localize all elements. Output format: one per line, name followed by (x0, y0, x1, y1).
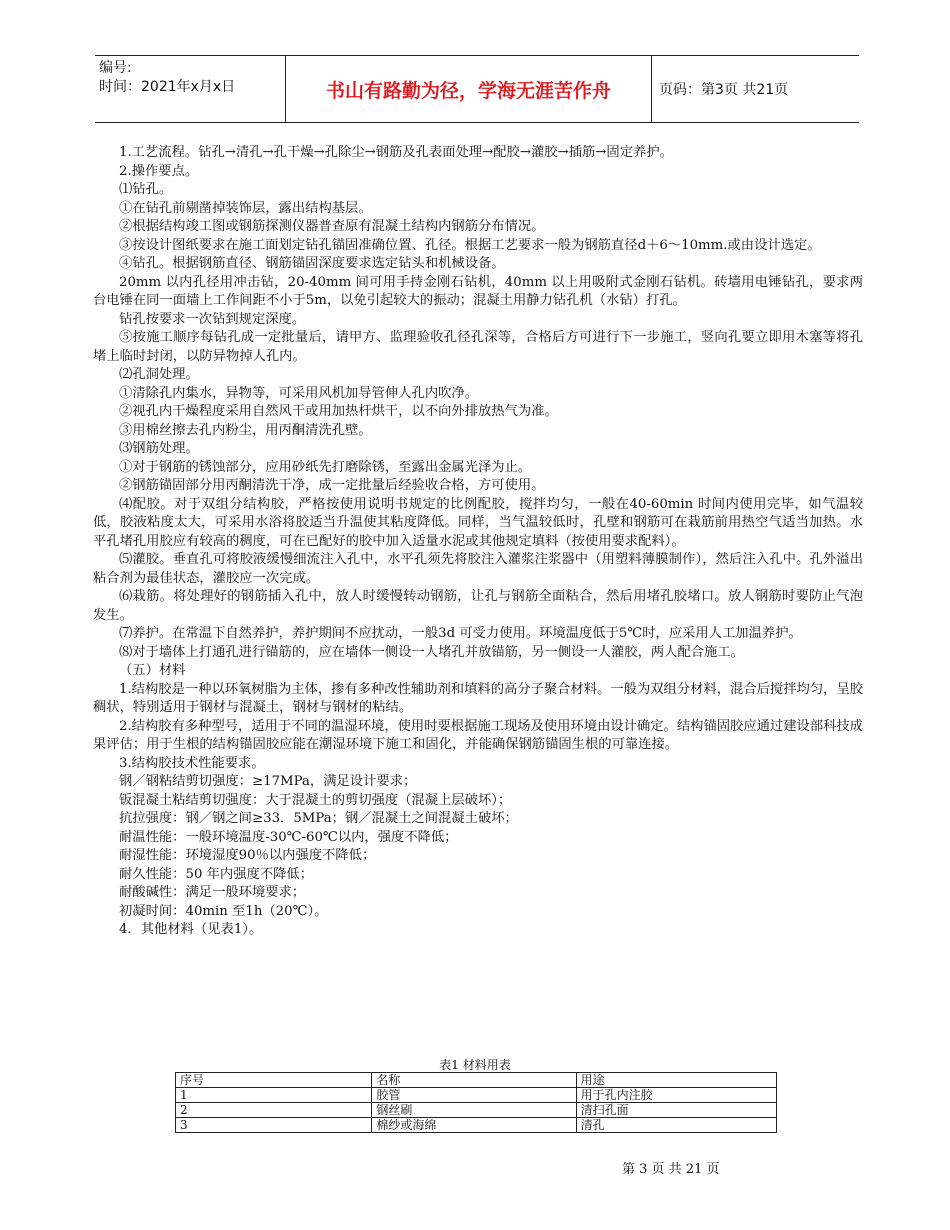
paragraph: ⑴钻孔。 (119, 182, 173, 197)
paragraph: ⑸灌胶。垂直孔可将胶液缓慢细流注入孔中，水平孔须先将胶注入灌浆注浆器中（用塑料薄膜制作），然后注入孔中。孔外溢出粘合剂为最佳状态，灌胶应一次完成。 (93, 552, 863, 586)
paragraph: 钻孔按要求一次钻到规定深度。 (119, 311, 306, 327)
paragraph: 4．其他材料（见表1）。 (119, 922, 263, 937)
table-cell: 清扫孔面 (576, 1103, 776, 1118)
spec-item: 钢／钢粘结剪切强度：≥17MPa，满足设计要求； (119, 774, 417, 789)
paragraph: ⑺养护。在常温下自然养护，养护期间不应扰动，一般3d 可受力使用。环境温度低于5℃时，应采用人工加温养护。 (119, 626, 802, 641)
paragraph: 20mm 以内孔径用冲击钻，20-40mm 间可用手持金刚石钻机，40mm 以上用吸附式金刚石钻机。砖墙用电锤钻孔，要求两台电锤在同一面墙上工作间距不小于5m，以免引起较大的振动；混凝土用静力钻孔机（水钻）打孔。 (93, 274, 863, 308)
page-header (95, 55, 859, 123)
paragraph: 2.结构胶有多种型号，适用于不同的温湿环境，使用时要根据施工现场及使用环境由设计确定。结构锚固胶应通过建设部科技成果评估；用于生根的结构锚固胶应能在潮湿环境下施工和固化，并能确保钢筋锚固生根的可靠连接。 (93, 718, 864, 752)
paragraph: ⑤按施工顺序每钻孔成一定批量后，请甲方、监理验收孔径孔深等，合格后方可进行下一步施工，竖向孔要立即用木塞等将孔堵上临时封闭，以防异物掉人孔内。 (93, 330, 863, 364)
paragraph: ②视孔内干燥程度采用自然风干或用加热杆烘干，以不向外排放热气为准。 (119, 404, 558, 419)
table-header-cell: 用途 (576, 1073, 776, 1088)
paragraph: ⑹栽筋。将处理好的钢筋插入孔中，放人时缓慢转动钢筋，让孔与钢筋全面粘合，然后用堵孔胶堵口。放人钢筋时要防止气泡发生。 (93, 589, 863, 623)
paragraph: ⑷配胶。对于双组分结构胶，严格按使用说明书规定的比例配胶，搅拌均匀，一般在40-60min 时间内使用完毕，如气温较低，胶液粘度太大，可采用水浴将胶适当升温使其粘度降低。同样，当气温较低时，孔壁和钢筋可在栽筋前用热空气适当加热。水平孔堵孔用胶应有较高的稠度，可在已配好的胶中加入适量水泥或其他规定填料（按使用要求配料）。 (93, 496, 863, 549)
table-cell: 棉纱或海绵 (372, 1118, 576, 1133)
table-header-cell: 名称 (372, 1073, 576, 1088)
table-row (176, 1103, 777, 1118)
table-caption: 表1 材料用表 (439, 1058, 511, 1072)
header-motto: 书山有路勤为径，学海无涯苦作舟 (285, 56, 652, 122)
paragraph: 1.结构胶是一种以环氧树脂为主体，掺有多种改性辅助剂和填料的高分子聚合材料。一般为双组分材料，混合后搅拌均匀，呈胶稠状，特别适用于钢材与混凝土，钢材与钢材的粘结。 (93, 681, 864, 715)
table-cell: 清孔 (576, 1118, 776, 1133)
table-header-cell: 序号 (176, 1073, 372, 1088)
paragraph: ①在钻孔前剔凿掉装饰层，露出结构基层。 (119, 200, 372, 216)
spec-item: 耐久性能：50 年内强度不降低； (119, 866, 314, 882)
page-footer: 第 3 页 共 21 页 (622, 1162, 720, 1177)
table-cell: 钢丝刷 (372, 1103, 576, 1118)
paragraph: 3.结构胶技术性能要求。 (119, 755, 265, 771)
section-heading: （五）材料 (119, 663, 186, 678)
spec-item: 耐温性能：一般环境温度-30℃-60℃以内，强度不降低； (119, 829, 458, 845)
table-row (176, 1118, 777, 1133)
paragraph: ①清除孔内集水，异物等，可采用风机加导管伸人孔内吹净。 (119, 385, 479, 401)
paragraph: ②根据结构竣工图或钢筋探测仪器普查原有混凝土结构内钢筋分布情况。 (119, 219, 545, 234)
paragraph: ①对于钢筋的锈蚀部分，应用砂纸先打磨除锈，至露出金属光泽为止。 (119, 459, 532, 475)
paragraph: ⑶钢筋处理。 (119, 441, 199, 456)
body-text (93, 144, 863, 940)
document-number-label: 编号: (99, 60, 132, 76)
paragraph: ⑵孔洞处理。 (119, 367, 199, 382)
table-cell: 3 (176, 1118, 372, 1133)
table-cell: 用于孔内注胶 (576, 1088, 776, 1103)
paragraph: ②钢筋锚固部分用丙酮清洗干净，成一定批量后经验收合格，方可使用。 (119, 478, 545, 493)
paragraph: ③用棉丝擦去孔内粉尘，用丙酮清洗孔壁。 (119, 422, 372, 438)
paragraph: 1.工艺流程。钻孔→清孔→孔干燥→孔除尘→钢筋及孔表面处理→配胶→灌胶→插筋→固定养护。 (119, 145, 673, 160)
table-row (176, 1088, 777, 1103)
spec-item: 初凝时间：40min 至1h（20℃）。 (119, 903, 328, 919)
paragraph: ④钻孔。根据钢筋直径、钢筋锚固深度要求选定钻头和机械设备。 (119, 256, 505, 271)
document-date: 时间：2021年x月x日 (99, 79, 236, 95)
spec-item: 抗拉强度：钢／钢之间≥33．5MPa；钢／混凝土之间混凝土破坏； (119, 811, 518, 826)
table-cell: 2 (176, 1103, 372, 1118)
spec-item: 耐湿性能：环境湿度90％以内强度不降低； (119, 848, 376, 863)
table-header-row (176, 1073, 777, 1088)
paragraph: 2.操作要点。 (119, 163, 199, 179)
materials-table (175, 1072, 777, 1133)
paragraph: ③按设计图纸要求在施工面划定钻孔锚固准确位置、孔径。根据工艺要求一般为钢筋直径d＋6～10mm.或由设计选定。 (119, 237, 821, 253)
table-cell: 胶管 (372, 1088, 576, 1103)
spec-item: 耐酸碱性：满足一般环境要求； (119, 885, 306, 900)
table-cell: 1 (176, 1088, 372, 1103)
header-meta (99, 59, 235, 97)
header-page-number: 页码：第3页 共21页 (659, 82, 789, 98)
spec-item: 钣混凝土粘结剪切强度：大于混凝土的剪切强度（混凝上层破坏）； (119, 792, 512, 808)
paragraph: ⑻对于墙体上打通孔进行锚筋的，应在墙体一侧设一人堵孔并放锚筋，另一侧设一人灌胶，两人配合施工。 (119, 644, 744, 660)
